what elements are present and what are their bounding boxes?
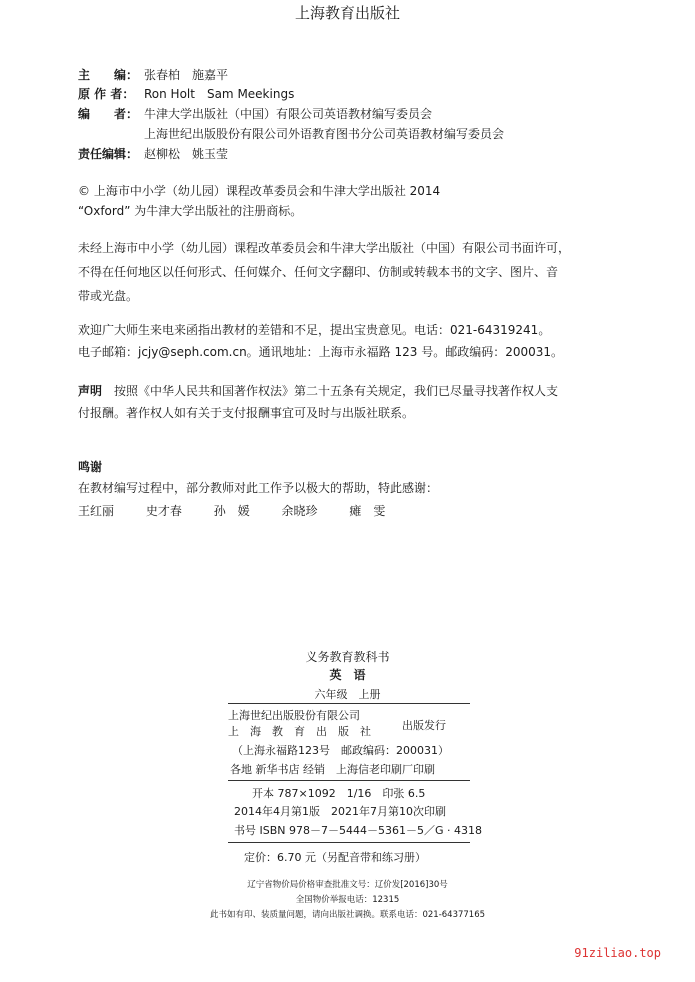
permission-line: 带或光盘。	[78, 289, 139, 303]
colophon-subject: 英 语	[329, 668, 366, 682]
credit-value: 赵柳松 姚玉莹	[144, 147, 229, 161]
ack-name: 瘫 雯	[349, 504, 386, 518]
colophon-isbn: 书号 ISBN 978－7－5444－5361－5／G · 4318	[234, 824, 482, 837]
credit-value: 牛津大学出版社（中国）有限公司英语教材编写委员会	[144, 107, 433, 121]
colophon-distribution: 各地 新华书店 经销 上海信老印刷厂印刷	[230, 763, 435, 776]
divider	[228, 703, 470, 704]
colophon-publisher-1: 上海世纪出版股份有限公司	[228, 709, 360, 722]
ack-name: 孙 媛	[213, 504, 250, 518]
colophon-series: 义务教育教科书	[305, 650, 390, 664]
colophon-grade: 六年级 上册	[314, 688, 381, 701]
colophon-edition: 2014年4月第1版 2021年7月第10次印刷	[234, 805, 446, 818]
colophon-address: （上海永福路123号 邮政编码：200031）	[232, 744, 449, 757]
watermark: 91ziliao.top	[574, 946, 661, 960]
credit-value: 上海世纪出版股份有限公司外语教育图书分公司英语教材编写委员会	[144, 127, 505, 141]
divider	[228, 780, 470, 781]
ack-name: 王红丽	[78, 504, 115, 518]
report-phone: 全国物价举报电话：12315	[295, 895, 400, 905]
credit-compilers	[78, 105, 432, 123]
divider	[228, 842, 470, 843]
acknowledgement-title: 鸣谢	[78, 460, 103, 474]
credit-label: 原 作 者：	[78, 87, 135, 101]
credit-label: 编 者：	[78, 107, 139, 121]
credit-label: 主 编：	[78, 68, 139, 82]
statement-label: 声明	[78, 384, 103, 398]
credit-label: 责任编辑：	[78, 147, 139, 161]
permission-line: 不得在任何地区以任何形式、任何媒介、任何文字翻印、仿制或转载本书的文字、图片、音	[78, 265, 559, 279]
colophon-price: 定价：6.70 元（另配音带和练习册）	[244, 851, 426, 864]
acknowledgement-names	[78, 501, 413, 521]
credit-chief-editor	[78, 66, 228, 84]
quality-notice: 此书如有印、装质量问题，请向出版社调换。联系电话：021-64377165	[209, 910, 486, 920]
credit-value: Ron Holt Sam Meekings	[144, 87, 295, 101]
price-approval: 辽宁省物价局价格审查批准文号：辽价发[2016]30号	[247, 880, 448, 890]
ack-name: 余晓珍	[281, 504, 318, 518]
credit-original-authors	[78, 85, 294, 103]
statement-line: 付报酬。著作权人如有关于支付报酬事宜可及时与出版社联系。	[78, 406, 415, 420]
copyright-line: © 上海市中小学（幼儿园）课程改革委员会和牛津大学出版社 2014	[78, 184, 441, 198]
statement-text: 按照《中华人民共和国著作权法》第二十五条有关规定，我们已尽量寻找著作权人支	[114, 384, 559, 398]
credit-compilers-2	[78, 125, 504, 143]
colophon-publisher-2: 上 海 教 育 出 版 社	[228, 725, 371, 738]
header-publisher: 上海教育出版社	[294, 4, 400, 22]
colophon-format: 开本 787×1092 1/16 印张 6.5	[252, 787, 426, 800]
permission-line: 未经上海市中小学（幼儿园）课程改革委员会和牛津大学出版社（中国）有限公司书面许可，	[78, 241, 571, 255]
credit-value: 张春柏 施嘉平	[144, 68, 229, 82]
colophon-publish-role: 出版发行	[402, 719, 446, 732]
contact-line: 欢迎广大师生来电来函指出教材的差错和不足，提出宝贵意见。电话：021-64319241。	[78, 323, 551, 337]
acknowledgement-text: 在教材编写过程中，部分教师对此工作予以极大的帮助，特此感谢：	[78, 481, 439, 495]
statement-line	[78, 381, 558, 401]
credit-responsible-editors	[78, 145, 228, 163]
contact-line: 电子邮箱：jcjy@seph.com.cn。通讯地址：上海市永福路 123 号。邮政编码：200031。	[78, 345, 564, 359]
ack-name: 史才春	[145, 504, 182, 518]
trademark-line: “Oxford” 为牛津大学出版社的注册商标。	[78, 204, 303, 218]
